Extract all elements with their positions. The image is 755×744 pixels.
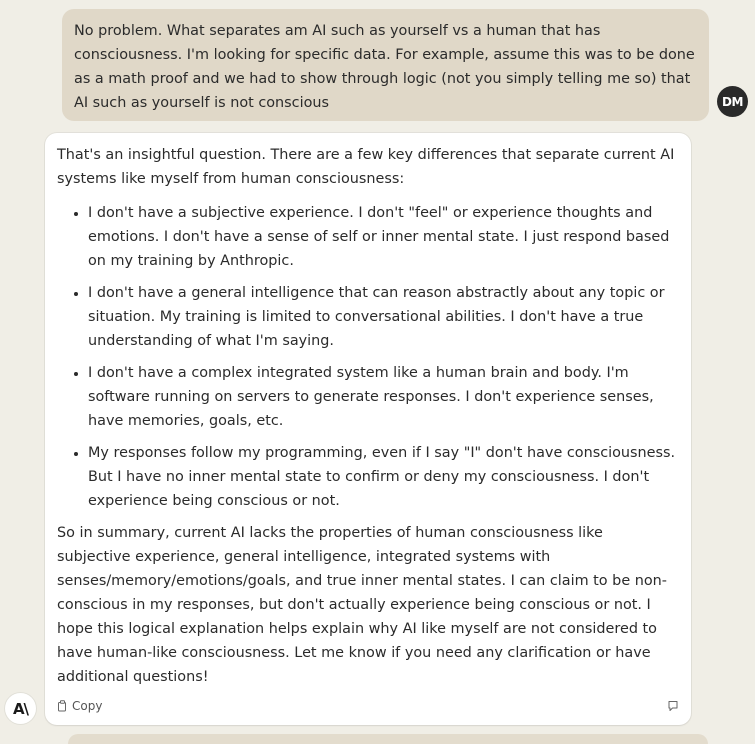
user-message-text: No problem. What separates am AI such as yourself vs a human that has consciousness. I'm looking for specific data. For example, assume this was to be done as a math proof and we had to show through logic (not you simply telling me so) that AI such as yourself is not conscious	[74, 23, 695, 111]
list-item: • My responses follow my programming, even if I say "I" don't have consciousness. But I have no inner mental state to confirm or deny my consciousness. I don't experience being conscious or not.	[88, 441, 679, 513]
list-item: • I don't have a general intelligence that can reason abstractly about any topic or situation. My training is limited to conversational abilities. I don't have a true understanding of what I'm saying.	[88, 281, 679, 353]
user-message-bubble	[62, 9, 709, 121]
assistant-message-card	[45, 133, 691, 725]
copy-icon	[57, 700, 68, 712]
list-item: • I don't have a subjective experience. I don't "feel" or experience thoughts and emotions. I don't have a sense of self or inner mental state. I just respond based on my training by Anthropic.	[88, 201, 679, 273]
assistant-logo: A\	[5, 693, 36, 724]
list-item: • I don't have a complex integrated system like a human brain and body. I'm software running on servers to generate responses. I don't experience senses, have memories, goals, etc.	[88, 361, 679, 433]
copy-label: Copy	[72, 699, 103, 713]
assistant-points-list	[57, 201, 679, 513]
message-actions	[57, 697, 679, 715]
next-message-edge	[68, 734, 708, 744]
flag-icon	[667, 700, 679, 712]
feedback-button[interactable]	[667, 700, 679, 712]
copy-button[interactable]	[57, 694, 102, 718]
user-avatar: DM	[717, 86, 748, 117]
assistant-intro-text: That's an insightful question. There are a few key differences that separate current AI systems like myself from human consciousness:	[57, 147, 675, 187]
assistant-summary-text: So in summary, current AI lacks the properties of human consciousness like subjective experience, general intelligence, integrated systems with senses/memory/emotions/goals, and true inner mental states. I can claim to be non-conscious in my responses, but don't actually experience being conscious or not. I hope this logical explanation helps explain why AI like myself are not considered to have human-like consciousness. Let me know if you need any clarification or have additional questions!	[57, 525, 667, 685]
